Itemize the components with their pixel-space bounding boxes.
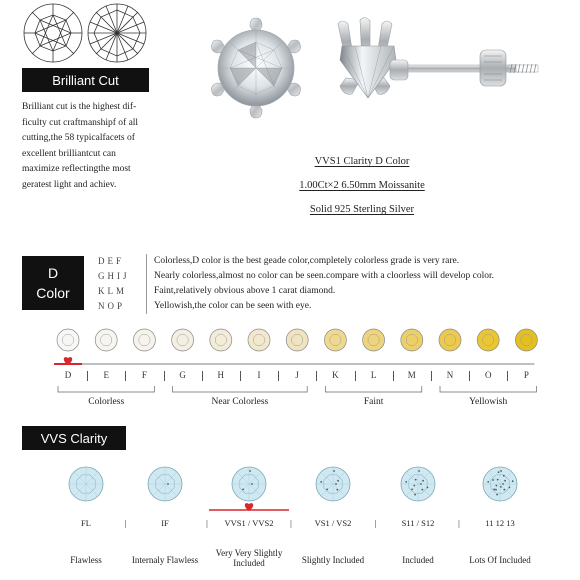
brilliant-cut-description: Brilliant cut is the highest dif- ficulty cut craftmanshipf of all cutting,the 58 typicalfacets of excellent brilliantcut can maximize reflectingthe most geratest light and achiev.	[22, 102, 139, 190]
color-scale-separator	[469, 371, 470, 381]
color-scale-letter: F	[141, 370, 147, 380]
earring-front-image	[200, 12, 312, 124]
clarity-code: 11 12 13	[485, 518, 515, 528]
color-gem-f	[133, 329, 155, 351]
color-gem-g	[172, 329, 194, 351]
color-scale-letter: P	[523, 370, 529, 380]
color-scale-letter: K	[332, 370, 339, 380]
color-group-bracket	[173, 386, 308, 392]
color-gem-o	[477, 329, 499, 351]
clarity-code: FL	[81, 518, 91, 528]
clarity-name: Flawless	[70, 555, 102, 565]
color-scale-separator	[202, 371, 203, 381]
diamond-bottom-view-icon	[86, 2, 148, 64]
color-group-label: Colorless	[88, 397, 125, 407]
grade-divider	[146, 254, 147, 314]
color-gem-p	[515, 329, 537, 351]
diamond-top-view-icon	[22, 2, 84, 64]
clarity-gem	[316, 467, 350, 501]
color-scale-separator	[431, 371, 432, 381]
color-scale-separator	[87, 371, 88, 381]
color-group-label: Near Colorless	[211, 397, 269, 407]
color-scale-letter: M	[407, 370, 416, 380]
color-group-bracket	[58, 386, 154, 392]
vvs-clarity-title	[22, 426, 126, 450]
color-scale-letter: H	[217, 370, 225, 380]
color-scale-letter: I	[257, 370, 261, 380]
color-scale-letter: D	[64, 370, 72, 380]
clarity-code: IF	[161, 518, 169, 528]
grade-description: Faint,relatively obvious above 1 carat diamond.	[154, 286, 336, 296]
color-scale-letter: L	[370, 370, 377, 380]
color-scale-letter: G	[179, 370, 186, 380]
spec-clarity-color: VVS1 Clarity D Color	[314, 156, 410, 167]
color-group-bracket	[325, 386, 421, 392]
color-scale-separator	[125, 371, 126, 381]
color-scale-letter: O	[484, 370, 492, 380]
color-gem-j	[286, 329, 308, 351]
grade-description: Nearly colorless,almost no color can be seen.compare with a cloorless will develop color.	[154, 271, 495, 281]
clarity-gem	[483, 467, 517, 501]
brilliant-cut-title-text: Brilliant Cut	[52, 72, 119, 88]
earring-side-image	[330, 16, 570, 116]
clarity-gem	[148, 467, 182, 501]
color-scale-separator	[393, 371, 394, 381]
color-scale-separator	[355, 371, 356, 381]
color-scale-separator	[507, 371, 508, 381]
clarity-code: S11 / S12	[401, 518, 435, 528]
color-scale-separator	[240, 371, 241, 381]
clarity-gem	[69, 467, 103, 501]
color-scale-separator	[316, 371, 317, 381]
color-group-label: Faint	[363, 397, 384, 407]
grade-letters: DEF	[98, 256, 125, 266]
grade-description: Yellowish,the color can be seen with eye.	[154, 301, 312, 311]
vvs-clarity-title-text: VVS Clarity	[40, 430, 108, 446]
spec-carat-size: 1.00Ct×2 6.50mm Moissanite	[299, 180, 425, 191]
color-scale	[0, 320, 580, 420]
clarity-separator: |	[458, 518, 460, 528]
d-color-title-line2: Color	[36, 285, 70, 301]
grade-letters: GHIJ	[98, 271, 130, 281]
clarity-name: Included	[402, 555, 434, 565]
color-grade-table	[98, 254, 568, 314]
clarity-name: Internaly Flawless	[131, 555, 199, 565]
clarity-name: Very Very Slightly Included	[215, 548, 283, 568]
color-group-bracket	[440, 386, 536, 392]
clarity-name: Slightly Included	[301, 555, 365, 565]
grade-letters: KLM	[98, 286, 127, 296]
color-gem-n	[439, 329, 461, 351]
clarity-separator: |	[374, 518, 377, 528]
grade-descriptions-column	[154, 254, 568, 314]
d-color-title	[22, 256, 84, 310]
spec-material: Solid 925 Sterling Silver	[309, 204, 415, 215]
grade-letters: NOP	[98, 301, 126, 311]
color-scale-separator	[164, 371, 165, 381]
grade-description: Colorless,D color is the best geade color,completely colorless grade is very rare.	[154, 256, 460, 266]
clarity-gem	[401, 467, 435, 501]
clarity-code: VVS1 / VVS2	[224, 518, 274, 528]
clarity-code: VS1 / VS2	[314, 518, 352, 528]
clarity-separator: |	[290, 518, 292, 528]
clarity-gem	[232, 467, 266, 501]
clarity-separator: |	[206, 518, 208, 528]
color-scale-letter: E	[103, 370, 109, 380]
grade-letters-column	[98, 254, 142, 314]
clarity-name: Lots Of Included	[469, 555, 531, 565]
clarity-scale	[0, 458, 580, 580]
color-scale-letter: J	[295, 370, 299, 380]
d-color-title-line1: D	[47, 265, 59, 281]
color-gem-e	[95, 329, 117, 351]
color-group-label: Yellowish	[469, 397, 508, 407]
color-gem-i	[248, 329, 270, 351]
color-gem-l	[363, 329, 385, 351]
brilliant-cut-title	[22, 68, 149, 92]
color-scale-letter: N	[446, 370, 454, 380]
color-gem-d	[57, 329, 79, 351]
color-gem-k	[324, 329, 346, 351]
color-gem-m	[401, 329, 423, 351]
color-gem-h	[210, 329, 232, 351]
color-scale-separator	[278, 371, 279, 381]
clarity-separator: |	[124, 518, 127, 528]
